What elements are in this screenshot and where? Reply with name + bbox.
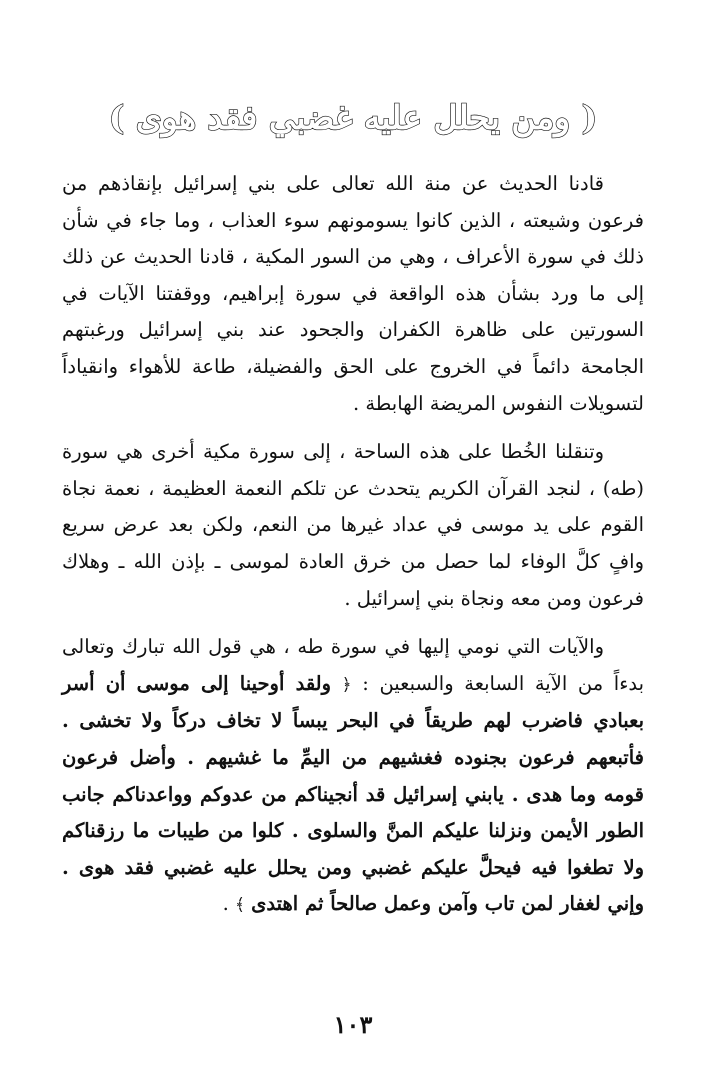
quran-bracket-close: ﴾ (234, 895, 245, 916)
page-number: ١٠٣ (333, 1010, 373, 1039)
page-title: ( ومن يحلل عليه غضبي فقد هوى ) (108, 98, 598, 137)
paragraph-3-intro: والآيات التي نومي إليها في سورة طه ، هي قول الله تبارك وتعالى بدءاً من الآية السابعة والسبعين : (62, 635, 645, 695)
paragraph-3 (62, 629, 644, 924)
body-text (62, 166, 644, 924)
quran-verse: ولقد أوحينا إلى موسى أن أسر بعبادي فاضرب لهم طريقاً في البحر يبساً لا تخاف دركاً ولا تخشى . فأتبعهم فرعون بجنوده فغشيهم من اليمِّ ما غشيهم . وأضل فرعون قومه وما هدى . يابني إسرائيل قد أنجيناكم من عدوكم وواعدناكم جانب الطور الأيمن ونزلنا عليكم المنَّ والسلوى . كلوا من طيبات ما رزقناكم ولا تطغوا فيه فيحلَّ عليكم غضبي ومن يحلل عليه غضبي فقد هوى . وإني لغفار لمن تاب وآمن وعمل صالحاً ثم اهتدى (62, 671, 644, 916)
quran-bracket-open: ﴿ (341, 674, 352, 695)
paragraph-3-end: . (222, 892, 235, 916)
paragraph-1: قادنا الحديث عن منة الله تعالى على بني إسرائيل بإنقاذهم من فرعون وشيعته ، الذين كانوا يسومونهم سوء العذاب ، وما جاء في شأن ذلك في سورة الأعراف ، وهي من السور المكية ، قادنا الحديث عن ذلك إلى ما ورد بشأن هذه الواقعة في سورة إبراهيم، ووقفتنا الآيات في السورتين على ظاهرة الكفران والجحود عند بني إسرائيل ورغبتهم الجامحة دائماً في الخروج على الحق والفضيلة، طاعة للأهواء وانقياداً لتسويلات النفوس المريضة الهابطة . (62, 172, 644, 415)
paragraph-2: وتنقلنا الخُطا على هذه الساحة ، إلى سورة مكية أخرى هي سورة (طه) ، لنجد القرآن الكريم يتحدث عن تلكم النعمة العظيمة ، نعمة نجاة القوم على يد موسى في عداد غيرها من النعم، ولكن بعد عرض سريع وافٍ كلَّ الوفاء لما حصل من خرق العادة لموسى ـ بإذن الله ـ وهلاك فرعون ومن معه ونجاة بني إسرائيل . (62, 440, 644, 610)
